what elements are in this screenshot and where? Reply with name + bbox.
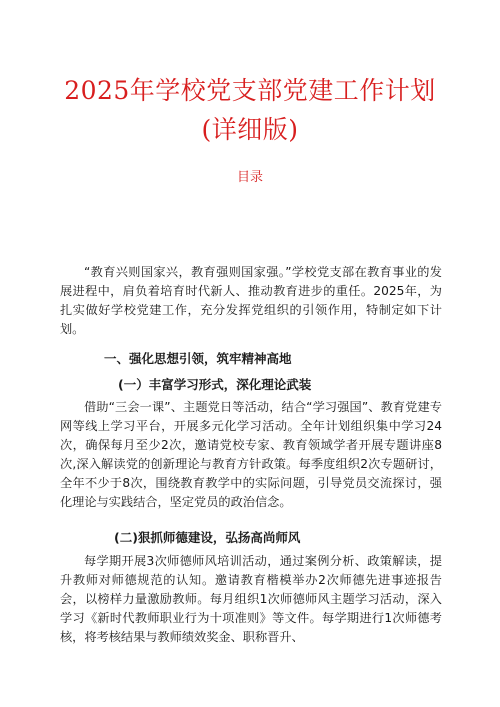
toc-link[interactable]: 目录 [236, 170, 263, 185]
section-heading-1: 一、强化思想引领，筑牢精神高地 [104, 351, 292, 366]
subsection-heading-1: (一）丰富学习形式，深化理论武装 [118, 377, 312, 392]
subsection-paragraph-2: 每学期开展3次师德师风培训活动，通过案例分析、政策解读，提升教师对师德规范的认知。邀请教育楷模举办2次师德先进事迹报告会，以榜样力量激励教师。每月组织1次师德师风主题学习活动，深入学习《新时代教师职业行为十项准则》等文件。每学期进行1次师德考核，将考核结果与教师绩效奖金、职称晋升、 [60, 554, 442, 644]
subsection-paragraph-1: 借助“三会一课”、主题党日等活动，结合“学习强国”、教育党建专网等线上学习平台，开展多元化学习活动。全年计划组织集中学习24次，确保每月至少2次，邀请党校专家、教育领域学者开展专题讲座8次,深入解读党的创新理论与教育方针政策。每季度组织2次专题研讨，全年不少于8次，围绕教育教学中的实际问题，引导党员交流探讨，强化理论与实践结合，坚定党员的政治信念。 [60, 400, 442, 509]
subsection-heading-2: (二)狠抓师德建设，弘扬高尚师风 [114, 530, 301, 545]
intro-paragraph: “教育兴则国家兴，教育强则国家强。”学校党支部在教育事业的发展进程中，肩负着培育时代新人、推动教育进步的重任。2025年，为扎实做好学校党建工作，充分发挥党组织的引领作用，特制定如下计划。 [60, 265, 442, 336]
document-subtitle: (详细版) [201, 115, 299, 144]
document-title: 2025年学校党支部党建工作计划 [64, 76, 436, 105]
